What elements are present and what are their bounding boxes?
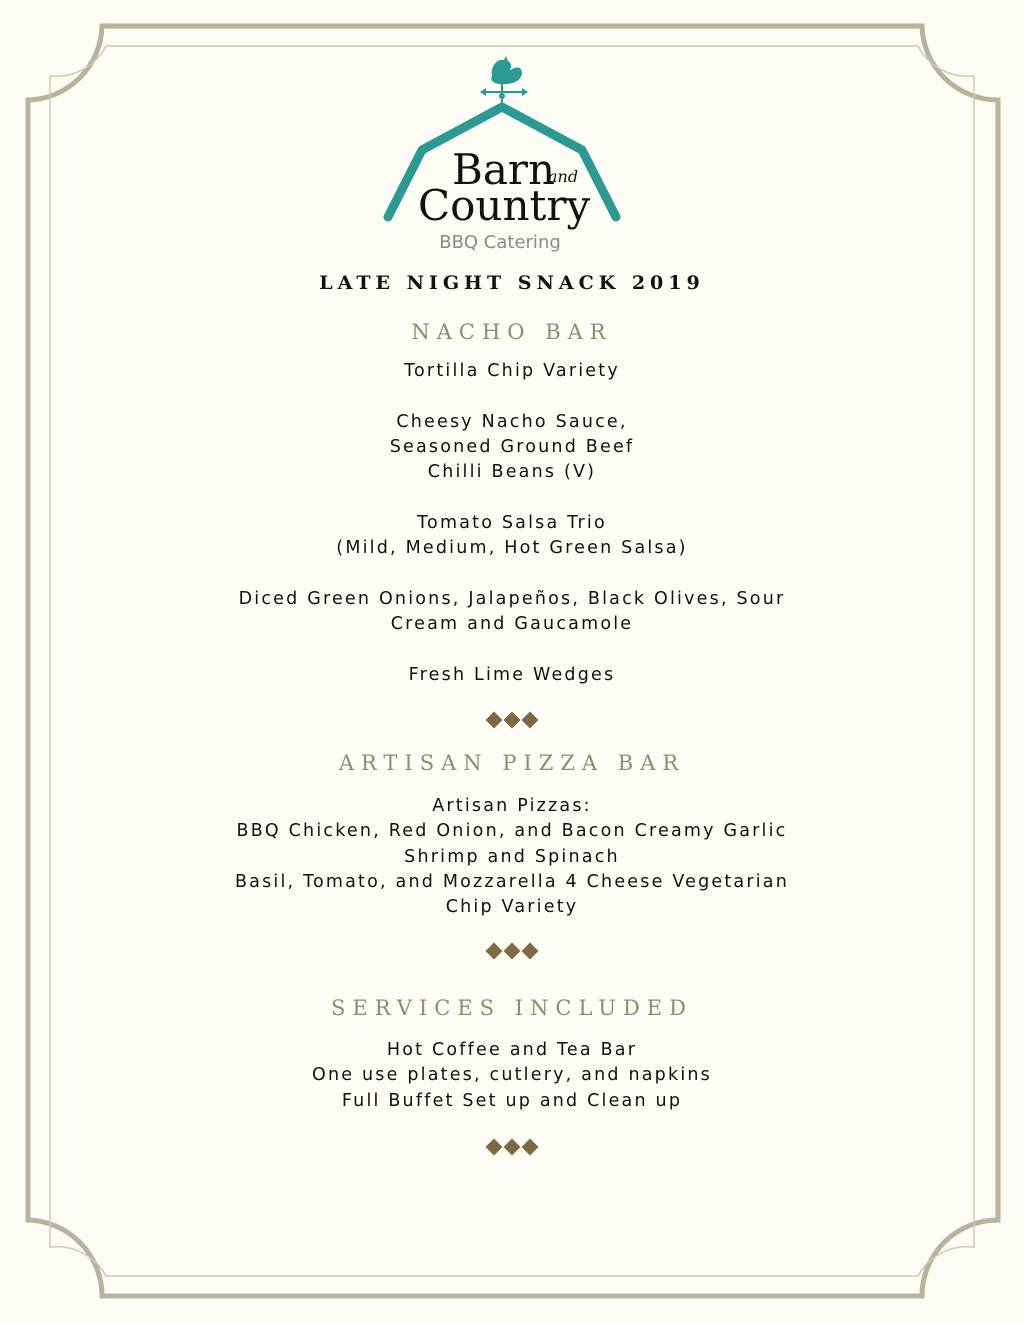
menu-item: Fresh Lime Wedges [408, 664, 616, 685]
diamond-divider [0, 1138, 1024, 1157]
menu-item: Hot Coffee and Tea Bar [386, 1040, 638, 1060]
logo-country-text: Country [418, 181, 591, 230]
menu-item: BBQ Chicken, Red Onion, and Bacon Creamy Garlic [236, 821, 788, 842]
menu-item: Cheesy Nacho Sauce, [396, 411, 628, 432]
barn-country-logo [380, 52, 625, 262]
menu-item: Full Buffet Set up and Clean up [341, 1090, 683, 1111]
menu-item: Artisan Pizzas: [432, 796, 592, 816]
diamond-divider [0, 711, 1024, 730]
logo-barn-text: Barn [452, 145, 556, 194]
nacho-bar-heading: NACHO BAR [411, 320, 613, 344]
pizza-bar-items [0, 794, 1024, 920]
rooster-weathervane-icon [480, 56, 528, 110]
menu-item: Shrimp and Spinach [404, 846, 620, 867]
menu-item: Cream and Gaucamole [390, 613, 634, 634]
spacer [0, 637, 1024, 662]
menu-item: Tortilla Chip Variety [404, 361, 620, 381]
page-title: LATE NIGHT SNACK 2019 [319, 272, 705, 294]
menu-item: Chilli Beans (V) [427, 462, 597, 483]
spacer [0, 561, 1024, 586]
menu-item: Basil, Tomato, and Mozzarella 4 Cheese Vegetarian [234, 871, 790, 892]
menu-item: One use plates, cutlery, and napkins [312, 1065, 712, 1086]
services-items [0, 1038, 1024, 1114]
diamond-divider [0, 942, 1024, 961]
spacer [0, 384, 1024, 409]
nacho-bar-items [0, 359, 1024, 688]
menu-item: Seasoned Ground Beef [389, 436, 635, 457]
spacer [0, 485, 1024, 510]
logo-sub-text: BBQ Catering [439, 232, 561, 253]
logo-and-text: and [548, 167, 579, 186]
menu-item: (Mild, Medium, Hot Green Salsa) [336, 538, 688, 559]
services-heading: SERVICES INCLUDED [331, 996, 693, 1020]
pizza-bar-heading: ARTISAN PIZZA BAR [338, 751, 686, 775]
menu-item: Diced Green Onions, Jalapeños, Black Olives, Sour [238, 588, 786, 609]
menu-item: Chip Variety [445, 897, 579, 918]
menu-item: Tomato Salsa Trio [417, 512, 607, 533]
